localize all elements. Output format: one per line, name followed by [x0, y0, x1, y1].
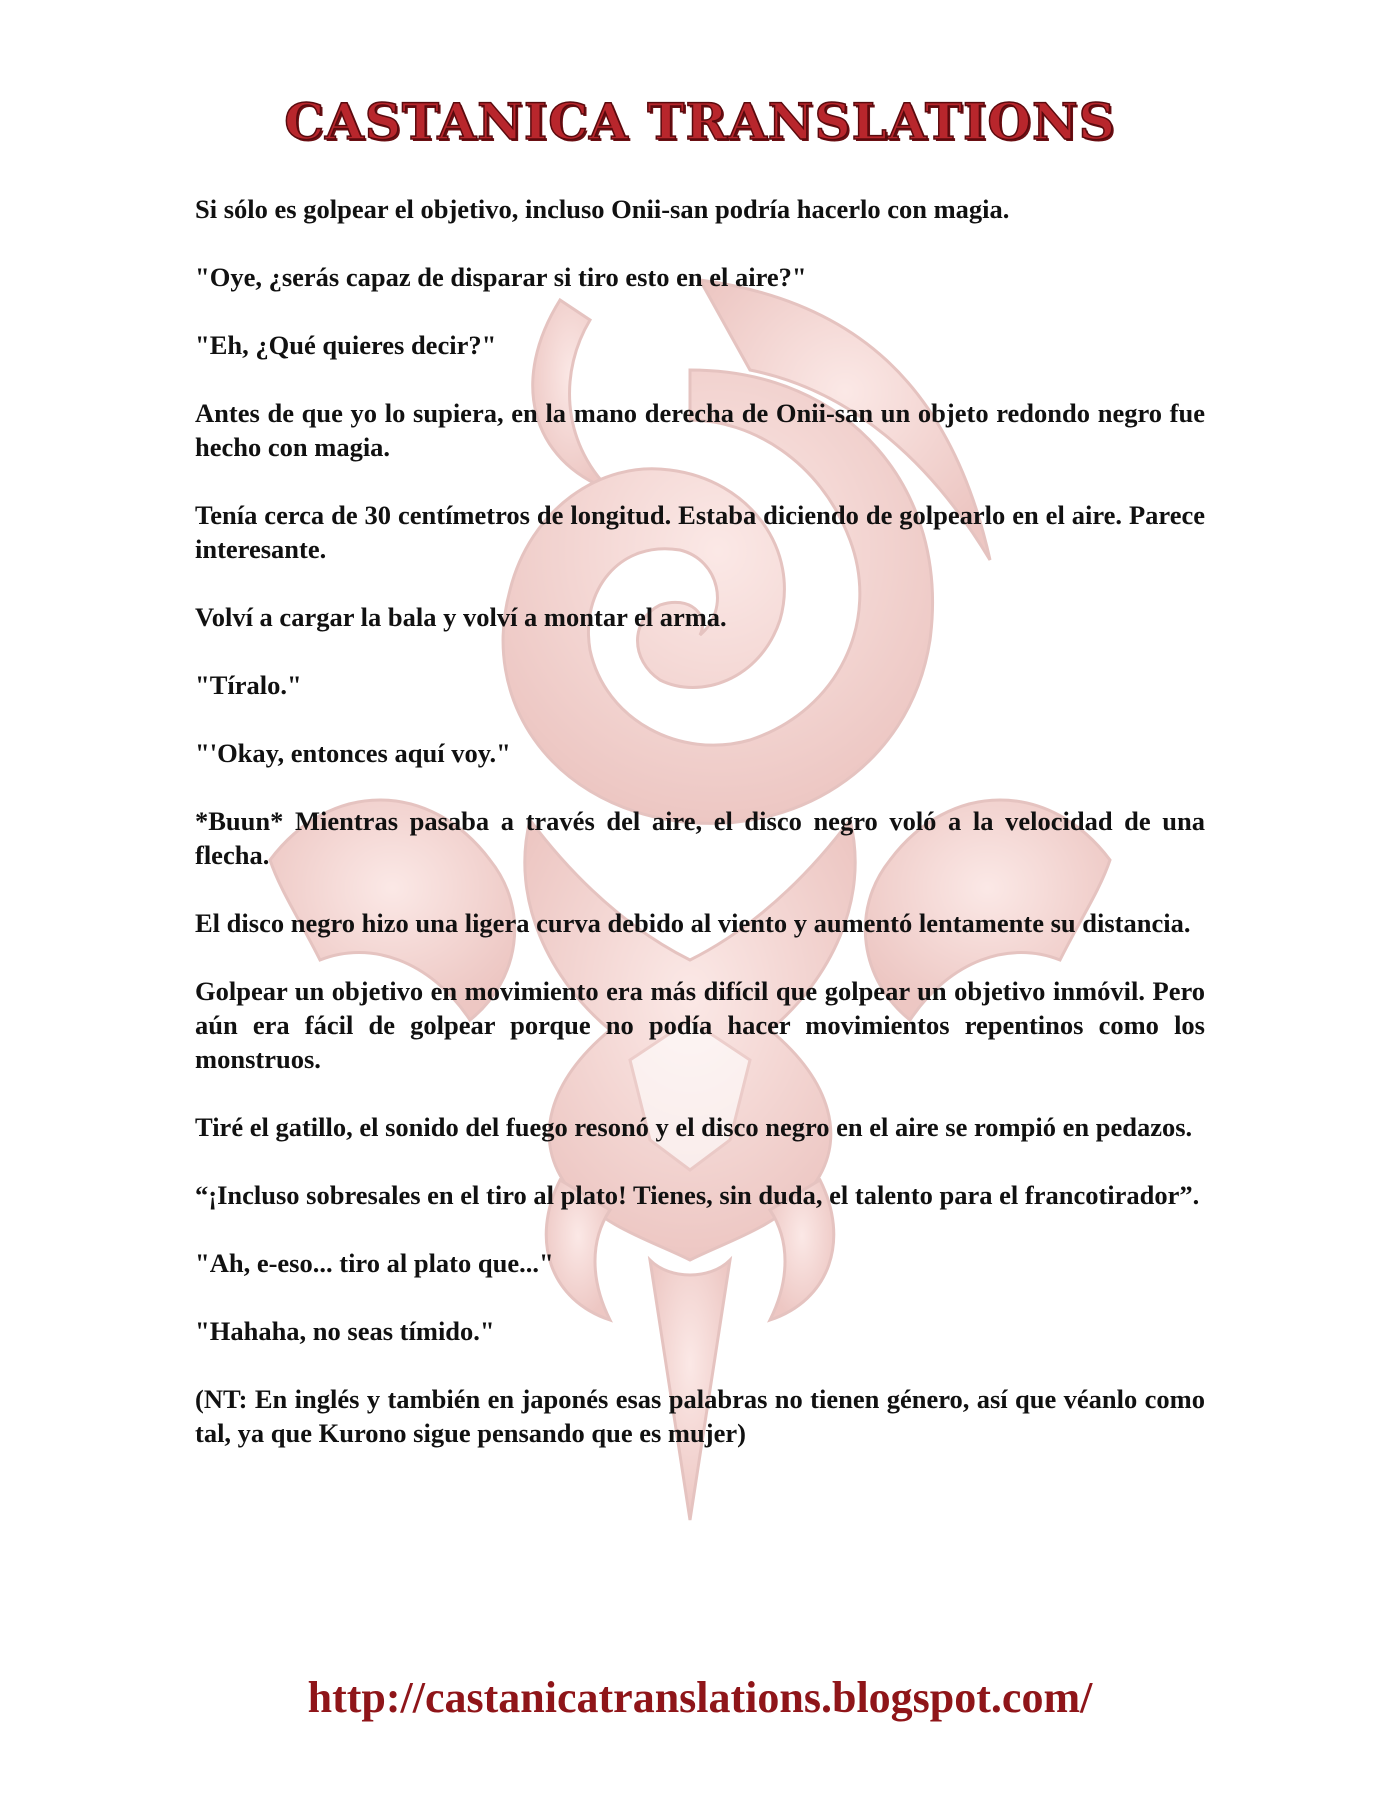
paragraph: "Tíralo."	[195, 670, 302, 700]
paragraph: Si sólo es golpear el objetivo, incluso Onii-san podría hacerlo con magia.	[195, 194, 1010, 224]
site-title: CASTANICA TRANSLATIONS	[284, 92, 1116, 151]
translator-note: (NT: En inglés y también en japonés esas palabras no tienen género, así que véanlo como tal, ya que Kurono sigue pensando que es mujer)	[195, 1384, 1205, 1448]
paragraph: Tiré el gatillo, el sonido del fuego resonó y el disco negro en el aire se rompió en pedazos.	[195, 1112, 1193, 1142]
paragraph: Golpear un objetivo en movimiento era más difícil que golpear un objetivo inmóvil. Pero aún era fácil de golpear porque no podía hacer movimientos repentinos como los monstruos.	[195, 976, 1205, 1074]
paragraph: Volví a cargar la bala y volví a montar el arma.	[195, 602, 727, 632]
paragraph: *Buun* Mientras pasaba a través del aire, el disco negro voló a la velocidad de una flecha.	[195, 806, 1205, 870]
paragraph: "Hahaha, no seas tímido."	[195, 1316, 495, 1346]
paragraph: Antes de que yo lo supiera, en la mano derecha de Onii-san un objeto redondo negro fue hecho con magia.	[195, 398, 1205, 462]
body-text	[195, 192, 1205, 1484]
footer-url: http://castanicatranslations.blogspot.com/	[307, 1673, 1093, 1722]
paragraph: El disco negro hizo una ligera curva debido al viento y aumentó lentamente su distancia.	[195, 908, 1191, 938]
paragraph: "Oye, ¿serás capaz de disparar si tiro esto en el aire?"	[195, 262, 807, 292]
paragraph: “¡Incluso sobresales en el tiro al plato! Tienes, sin duda, el talento para el francotirador”.	[195, 1180, 1200, 1210]
paragraph: "Ah, e-eso... tiro al plato que..."	[195, 1248, 554, 1278]
paragraph: "'Okay, entonces aquí voy."	[195, 738, 511, 768]
paragraph: "Eh, ¿Qué quieres decir?"	[195, 330, 497, 360]
paragraph: Tenía cerca de 30 centímetros de longitud. Estaba diciendo de golpearlo en el aire. Parece interesante.	[195, 500, 1205, 564]
